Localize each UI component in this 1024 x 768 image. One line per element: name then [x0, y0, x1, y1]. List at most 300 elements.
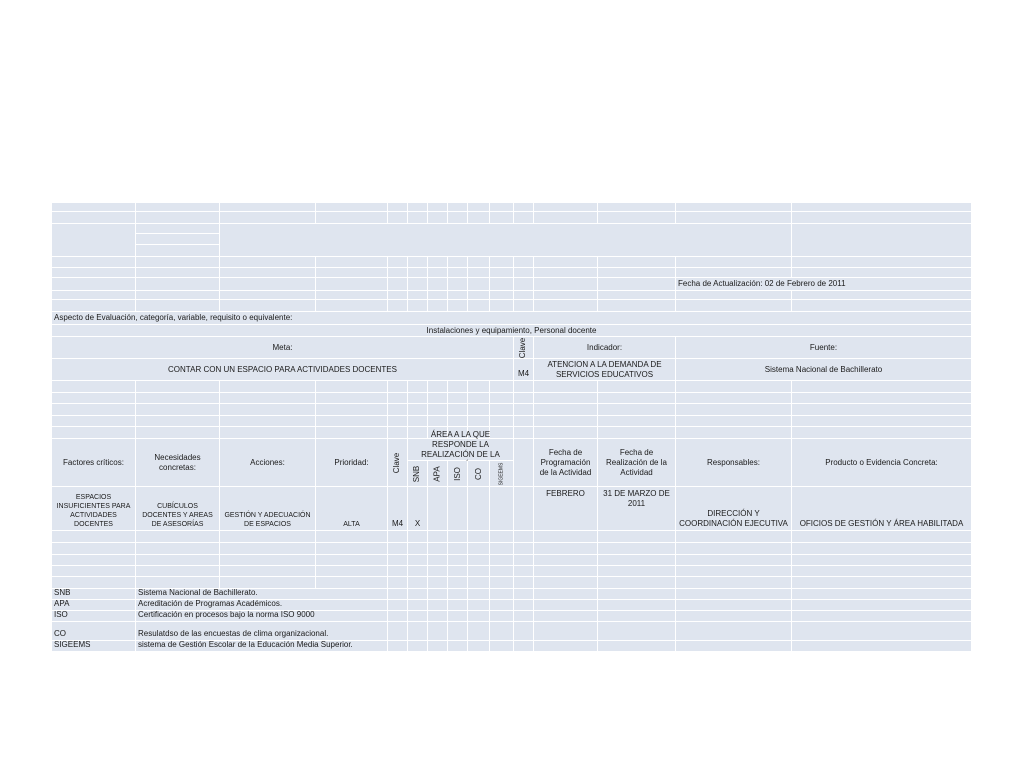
sheet-cell — [388, 268, 408, 278]
sheet-cell — [676, 611, 792, 622]
sheet-cell — [428, 589, 448, 600]
sheet-cell — [792, 416, 972, 427]
sheet-cell — [490, 555, 514, 566]
sheet-cell — [534, 589, 598, 600]
sheet-cell — [388, 600, 408, 611]
sheet-cell — [468, 416, 490, 427]
sheet-cell — [490, 577, 514, 589]
sheet-cell — [676, 257, 792, 268]
sheet-cell — [792, 427, 972, 439]
sheet-cell — [388, 212, 408, 224]
sheet-cell — [514, 416, 534, 427]
sheet-cell — [52, 212, 136, 224]
sheet-cell — [428, 600, 448, 611]
sheet-cell — [448, 416, 468, 427]
sheet-cell — [448, 543, 468, 555]
sheet-cell — [408, 212, 428, 224]
sheet-cell — [792, 641, 972, 652]
sheet-cell — [428, 203, 448, 212]
header-fecha-realizacion: Fecha de Realización de la Actividad — [598, 439, 676, 487]
sheet-cell — [534, 543, 598, 555]
sheet-cell — [676, 404, 792, 416]
sheet-cell — [468, 566, 490, 577]
sheet-cell — [136, 543, 220, 555]
header-producto: Producto o Evidencia Concreta: — [792, 439, 972, 487]
header-apa — [428, 461, 448, 487]
sheet-cell — [514, 531, 534, 543]
sheet-cell — [408, 278, 428, 291]
sheet-cell — [468, 212, 490, 224]
sheet-cell — [514, 393, 534, 404]
sheet-cell — [428, 393, 448, 404]
sheet-cell — [676, 416, 792, 427]
sheet-cell — [408, 566, 428, 577]
sheet-cell — [448, 300, 468, 312]
sheet-cell — [534, 404, 598, 416]
sheet-cell — [514, 543, 534, 555]
sheet-cell — [428, 543, 448, 555]
update-date: Fecha de Actualización: 02 de Febrero de 2011 — [676, 278, 972, 291]
sheet-cell — [388, 300, 408, 312]
sheet-cell — [136, 224, 220, 234]
sheet-cell — [792, 577, 972, 589]
sheet-cell — [448, 566, 468, 577]
sheet-cell — [448, 589, 468, 600]
sheet-cell — [598, 589, 676, 600]
sheet-cell — [490, 257, 514, 268]
sheet-cell — [448, 555, 468, 566]
sheet-cell — [468, 555, 490, 566]
sheet-cell — [514, 278, 534, 291]
sheet-cell — [598, 291, 676, 300]
sheet-cell — [408, 393, 428, 404]
sheet-cell — [428, 641, 448, 652]
sheet-cell — [792, 203, 972, 212]
sheet-cell — [598, 203, 676, 212]
sheet-cell — [598, 268, 676, 278]
sheet-cell — [534, 622, 598, 641]
sheet-cell — [220, 566, 316, 577]
sheet-cell — [490, 404, 514, 416]
sheet-cell — [792, 600, 972, 611]
sheet-cell — [468, 543, 490, 555]
meta-clave-label-text: Clave — [518, 337, 528, 358]
sheet-cell — [514, 300, 534, 312]
sheet-cell — [428, 291, 448, 300]
sheet-cell — [598, 641, 676, 652]
sheet-cell — [792, 212, 972, 224]
sheet-cell — [388, 278, 408, 291]
sheet-cell — [408, 531, 428, 543]
header-co — [468, 461, 490, 487]
sheet-cell — [514, 555, 534, 566]
sheet-cell — [792, 404, 972, 416]
header-prioridad: Prioridad: — [316, 439, 388, 487]
sheet-cell — [428, 611, 448, 622]
sheet-cell — [792, 381, 972, 393]
header-sigeems-text: SIGEEMS — [498, 462, 505, 485]
header-factores: Factores críticos: — [52, 439, 136, 487]
sheet-cell — [408, 577, 428, 589]
sheet-cell — [490, 278, 514, 291]
legend-code: APA — [52, 600, 136, 611]
sheet-cell — [598, 427, 676, 439]
sheet-cell — [136, 381, 220, 393]
sheet-cell — [136, 212, 220, 224]
sheet-cell — [534, 566, 598, 577]
meta-value: CONTAR CON UN ESPACIO PARA ACTIVIDADES DOCENTES — [52, 359, 514, 381]
sheet-cell — [136, 268, 220, 278]
sheet-cell — [52, 555, 136, 566]
sheet-cell — [792, 611, 972, 622]
sheet-cell — [408, 622, 428, 641]
sheet-cell — [534, 555, 598, 566]
sheet-cell — [408, 381, 428, 393]
meta-clave-value: M4 — [514, 359, 534, 381]
legend-desc: Acreditación de Programas Académicos. — [136, 600, 388, 611]
sheet-cell — [514, 600, 534, 611]
header-iso-text: ISO — [452, 466, 462, 481]
sheet-cell — [534, 577, 598, 589]
sheet-cell — [490, 543, 514, 555]
sheet-cell — [136, 566, 220, 577]
sheet-cell — [468, 257, 490, 268]
sheet-cell — [792, 566, 972, 577]
sheet-cell — [792, 622, 972, 641]
sheet-cell — [534, 203, 598, 212]
sheet-cell — [534, 641, 598, 652]
sheet-cell — [408, 641, 428, 652]
sheet-cell — [598, 212, 676, 224]
row-factores: ESPACIOS INSUFICIENTES PARA ACTIVIDADES DOCENTES — [52, 487, 136, 531]
sheet-cell — [490, 566, 514, 577]
meta-clave-label — [514, 337, 534, 359]
sheet-cell — [792, 257, 972, 268]
header-sigeems — [490, 461, 514, 487]
sheet-cell — [448, 393, 468, 404]
fuente-value: Sistema Nacional de Bachillerato — [676, 359, 972, 381]
sheet-cell — [408, 543, 428, 555]
sheet-cell — [598, 393, 676, 404]
sheet-cell — [136, 278, 220, 291]
sheet-cell — [316, 531, 388, 543]
sheet-cell — [316, 393, 388, 404]
row-necesidades: CUBÍCULOS DOCENTES Y AREAS DE ASESORÍAS — [136, 487, 220, 531]
sheet-cell — [448, 487, 468, 531]
sheet-cell — [448, 291, 468, 300]
sheet-cell — [676, 203, 792, 212]
sheet-cell — [220, 427, 316, 439]
legend-desc: Certificación en procesos bajo la norma ISO 9000 — [136, 611, 388, 622]
sheet-cell — [220, 212, 316, 224]
sheet-cell — [490, 641, 514, 652]
sheet-cell — [52, 531, 136, 543]
sheet-cell — [514, 439, 534, 487]
sheet-cell — [52, 404, 136, 416]
indicador-label: Indicador: — [534, 337, 676, 359]
sheet-cell — [52, 278, 136, 291]
sheet-cell — [792, 543, 972, 555]
sheet-cell — [676, 268, 792, 278]
sheet-cell — [448, 611, 468, 622]
sheet-cell — [792, 589, 972, 600]
sheet-cell — [428, 416, 448, 427]
sheet-cell — [52, 381, 136, 393]
sheet-cell — [408, 416, 428, 427]
header-clave-text: Clave — [392, 452, 402, 473]
sheet-cell — [136, 404, 220, 416]
sheet-cell — [52, 203, 136, 212]
sheet-cell — [408, 611, 428, 622]
sheet-cell — [220, 203, 316, 212]
legend-code: ISO — [52, 611, 136, 622]
sheet-cell — [220, 393, 316, 404]
sheet-cell — [316, 427, 388, 439]
sheet-cell — [428, 622, 448, 641]
sheet-cell — [316, 278, 388, 291]
fuente-label: Fuente: — [676, 337, 972, 359]
sheet-cell — [598, 531, 676, 543]
sheet-cell — [490, 600, 514, 611]
sheet-cell — [428, 300, 448, 312]
sheet-cell — [448, 622, 468, 641]
sheet-cell — [676, 589, 792, 600]
header-snb — [408, 461, 428, 487]
sheet-cell — [52, 224, 136, 257]
sheet-cell — [514, 487, 534, 531]
sheet-cell — [448, 577, 468, 589]
sheet-cell — [468, 291, 490, 300]
legend-desc: sistema de Gestión Escolar de la Educación Media Superior. — [136, 641, 388, 652]
spreadsheet — [52, 203, 972, 652]
sheet-cell — [316, 381, 388, 393]
legend-code: SIGEEMS — [52, 641, 136, 652]
legend-code: SNB — [52, 589, 136, 600]
sheet-cell — [428, 404, 448, 416]
row-producto: OFICIOS DE GESTIÓN Y ÁREA HABILITADA — [792, 487, 972, 531]
sheet-cell — [534, 278, 598, 291]
sheet-cell — [388, 393, 408, 404]
sheet-cell — [448, 531, 468, 543]
sheet-cell — [428, 257, 448, 268]
sheet-cell — [676, 577, 792, 589]
sheet-cell — [514, 404, 534, 416]
sheet-cell — [388, 203, 408, 212]
sheet-cell — [792, 393, 972, 404]
sheet-cell — [490, 300, 514, 312]
sheet-cell — [448, 404, 468, 416]
sheet-cell — [448, 278, 468, 291]
header-apa-text: APA — [432, 465, 442, 482]
sheet-cell — [534, 393, 598, 404]
sheet-cell — [388, 291, 408, 300]
sheet-cell — [514, 427, 534, 439]
sheet-cell — [316, 203, 388, 212]
sheet-cell — [408, 589, 428, 600]
sheet-cell — [468, 404, 490, 416]
aspect-label: Aspecto de Evaluación, categoría, variable, requisito o equivalente: — [52, 312, 972, 325]
header-co-text: CO — [473, 467, 483, 480]
sheet-cell — [534, 427, 598, 439]
sheet-cell — [52, 393, 136, 404]
header-acciones: Acciones: — [220, 439, 316, 487]
sheet-cell — [316, 555, 388, 566]
sheet-cell — [316, 268, 388, 278]
sheet-cell — [598, 600, 676, 611]
sheet-cell — [388, 416, 408, 427]
sheet-cell — [490, 268, 514, 278]
sheet-cell — [468, 381, 490, 393]
sheet-cell — [448, 381, 468, 393]
sheet-cell — [408, 268, 428, 278]
sheet-cell — [52, 300, 136, 312]
sheet-cell — [428, 268, 448, 278]
sheet-cell — [136, 203, 220, 212]
sheet-cell — [514, 203, 534, 212]
sheet-cell — [676, 555, 792, 566]
sheet-cell — [598, 622, 676, 641]
sheet-cell — [676, 300, 792, 312]
sheet-cell — [388, 531, 408, 543]
sheet-cell — [792, 268, 972, 278]
sheet-cell — [136, 427, 220, 439]
sheet-cell — [52, 257, 136, 268]
sheet-cell — [468, 622, 490, 641]
sheet-cell — [220, 531, 316, 543]
row-clave: M4 — [388, 487, 408, 531]
sheet-cell — [428, 577, 448, 589]
sheet-cell — [316, 543, 388, 555]
meta-label: Meta: — [52, 337, 514, 359]
sheet-cell — [514, 622, 534, 641]
header-fecha-programacion: Fecha de Programación de la Actividad — [534, 439, 598, 487]
sheet-cell — [468, 611, 490, 622]
sheet-cell — [792, 531, 972, 543]
sheet-cell — [136, 257, 220, 268]
sheet-cell — [490, 212, 514, 224]
sheet-cell — [388, 381, 408, 393]
sheet-cell — [428, 531, 448, 543]
sheet-cell — [534, 416, 598, 427]
sheet-cell — [136, 234, 220, 245]
sheet-cell — [792, 300, 972, 312]
sheet-cell — [220, 416, 316, 427]
sheet-cell — [468, 203, 490, 212]
sheet-cell — [316, 257, 388, 268]
sheet-cell — [52, 416, 136, 427]
sheet-cell — [408, 555, 428, 566]
sheet-cell — [388, 577, 408, 589]
sheet-cell — [408, 600, 428, 611]
sheet-cell — [468, 600, 490, 611]
sheet-cell — [598, 278, 676, 291]
sheet-cell — [534, 291, 598, 300]
sheet-cell — [316, 212, 388, 224]
sheet-cell — [316, 566, 388, 577]
sheet-cell — [408, 203, 428, 212]
sheet-cell — [468, 487, 490, 531]
header-responsables: Responsables: — [676, 439, 792, 487]
sheet-cell — [220, 404, 316, 416]
row-responsables: DIRECCIÓN Y COORDINACIÓN EJECUTIVA — [676, 487, 792, 531]
sheet-cell — [220, 381, 316, 393]
sheet-cell — [514, 589, 534, 600]
sheet-cell — [220, 543, 316, 555]
sheet-cell — [428, 566, 448, 577]
sheet-cell — [316, 300, 388, 312]
sheet-cell — [598, 611, 676, 622]
sheet-cell — [408, 257, 428, 268]
sheet-cell — [52, 268, 136, 278]
sheet-cell — [514, 577, 534, 589]
sheet-cell — [490, 589, 514, 600]
sheet-cell — [514, 566, 534, 577]
sheet-cell — [514, 611, 534, 622]
sheet-cell — [388, 404, 408, 416]
sheet-cell — [220, 278, 316, 291]
sheet-cell — [598, 566, 676, 577]
sheet-cell — [490, 291, 514, 300]
header-iso — [448, 461, 468, 487]
sheet-cell — [534, 212, 598, 224]
row-snb: X — [408, 487, 428, 531]
sheet-cell — [408, 300, 428, 312]
header-area: RESPONDE LA REALIZACIÓN DE LA — [408, 439, 514, 461]
sheet-cell — [676, 212, 792, 224]
sheet-cell — [676, 622, 792, 641]
sheet-cell — [428, 278, 448, 291]
sheet-cell — [220, 300, 316, 312]
row-fecha-realizacion: 31 DE MARZO DE 2011 — [598, 487, 676, 531]
sheet-cell — [514, 268, 534, 278]
sheet-cell — [136, 416, 220, 427]
sheet-cell — [408, 404, 428, 416]
sheet-cell — [490, 611, 514, 622]
sheet-cell — [534, 257, 598, 268]
sheet-cell — [388, 427, 408, 439]
aspect-value: Instalaciones y equipamiento, Personal docente — [52, 325, 972, 337]
sheet-cell — [468, 393, 490, 404]
legend-desc: Resulatdso de las encuestas de clima organizacional. — [136, 622, 388, 641]
legend-code: CO — [52, 622, 136, 641]
sheet-cell — [490, 203, 514, 212]
sheet-cell — [428, 555, 448, 566]
sheet-cell — [514, 212, 534, 224]
sheet-cell — [534, 600, 598, 611]
sheet-cell — [428, 381, 448, 393]
sheet-cell — [388, 257, 408, 268]
sheet-cell — [316, 291, 388, 300]
sheet-cell — [388, 566, 408, 577]
sheet-cell — [598, 381, 676, 393]
sheet-cell — [598, 577, 676, 589]
sheet-cell — [598, 416, 676, 427]
sheet-cell — [676, 381, 792, 393]
sheet-cell — [514, 257, 534, 268]
sheet-cell — [52, 543, 136, 555]
sheet-cell — [490, 622, 514, 641]
sheet-cell — [52, 291, 136, 300]
sheet-cell — [490, 393, 514, 404]
sheet-cell — [534, 268, 598, 278]
legend-desc: Sistema Nacional de Bachillerato. — [136, 589, 388, 600]
sheet-cell — [468, 577, 490, 589]
sheet-cell — [676, 566, 792, 577]
header-necesidades: Necesidades concretas: — [136, 439, 220, 487]
sheet-cell — [220, 291, 316, 300]
sheet-cell — [792, 555, 972, 566]
sheet-cell — [136, 555, 220, 566]
